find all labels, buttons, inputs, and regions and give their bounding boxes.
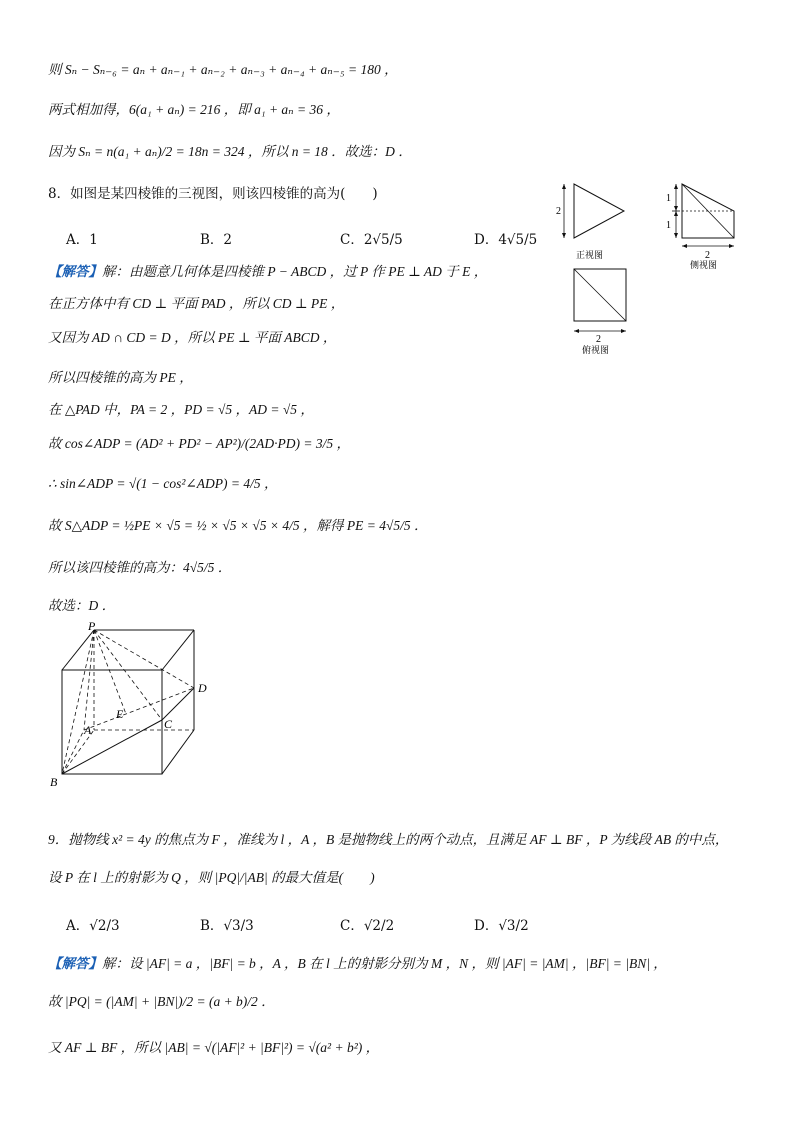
solution-8-line-2: 在正方体中有 CD ⊥ 平面 PAD ，所以 CD ⊥ PE ， — [48, 296, 345, 311]
front-view — [556, 184, 624, 238]
answer-tag: 【解答】 — [48, 264, 102, 279]
option-d: D．√3/2 — [474, 918, 529, 934]
label-a: A — [84, 723, 92, 737]
option-c: C．2√5/5 — [340, 232, 403, 248]
solution-8-line-8: 故 S△ADP = ½PE × √5 = ½ × √5 × √5 × 4/5 ，解得 PE = 4√5/5 ． — [48, 518, 428, 533]
side-dim-label-top: 1 — [666, 193, 671, 204]
side-view-label: 侧视图 — [690, 260, 718, 270]
solution-line-1: 则 Sₙ − Sₙ₋₆ = aₙ + aₙ₋₁ + aₙ₋₂ + aₙ₋₃ + aₙ₋₄ + aₙ₋₅ = 180 ， — [48, 62, 398, 77]
solution-8-line-7: ∴ sin∠ADP = √(1 − cos²∠ADP) = 4/5 ， — [48, 476, 278, 491]
label-b: B — [50, 775, 58, 789]
top-dim-label: 2 — [596, 334, 601, 345]
label-c: C — [164, 717, 173, 731]
front-view-label: 正视图 — [576, 250, 604, 260]
front-dim-label: 2 — [556, 206, 561, 217]
question-8: 8．如图是某四棱锥的三视图，则该四棱锥的高为( ) — [48, 186, 378, 202]
solution-8-line-5: 在 △PAD 中，PA = 2 ，PD = √5 ，AD = √5 ， — [48, 402, 314, 417]
cube-pyramid-figure — [44, 618, 224, 790]
solution-8-line-10: 故选：D ． — [48, 598, 116, 613]
side-view — [666, 184, 734, 261]
side-dim-label-width: 2 — [705, 250, 710, 261]
question-9-line-1: 9．抛物线 x² = 4y 的焦点为 F ，准线为 l ，A ，B 是抛物线上的两个动点，且满足 AF ⊥ BF ，P 为线段 AB 的中点， — [48, 832, 729, 847]
solution-8-line-4: 所以四棱锥的高为 PE ， — [48, 370, 193, 385]
top-view — [574, 269, 626, 345]
option-b: B．2 — [200, 232, 233, 248]
label-d: D — [198, 681, 207, 695]
solution-9-text-1: 解：设 |AF| = a ，|BF| = b ，A ，B 在 l 上的射影分别为 M ，N ，则 |AF| = |AM| ，|BF| = |BN| ， — [102, 956, 667, 971]
option-a: A．1 — [66, 232, 98, 248]
solution-8-line-3: 又因为 AD ∩ CD = D ，所以 PE ⊥ 平面 ABCD ， — [48, 330, 337, 345]
side-dim-label-bottom: 1 — [666, 220, 671, 231]
option-a: A．√2/3 — [66, 918, 120, 934]
question-9-line-2: 设 P 在 l 上的射影为 Q ，则 |PQ|/|AB| 的最大值是( ) — [48, 870, 375, 885]
solution-8-line-1 — [48, 262, 487, 282]
solution-line-3: 因为 Sₙ = n(a₁ + aₙ)/2 = 18n = 324 ，所以 n = 18 ．故选：D ． — [48, 144, 412, 159]
solution-8-line-9: 所以该四棱锥的高为：4√5/5 ． — [48, 560, 232, 575]
solution-9-line-1 — [48, 954, 667, 974]
option-c: C．√2/2 — [340, 918, 395, 934]
solution-8-line-6: 故 cos∠ADP = (AD² + PD² − AP²)/(2AD·PD) = 3/5 ， — [48, 436, 350, 451]
top-view-label: 俯视图 — [582, 345, 610, 355]
solution-9-line-2: 故 |PQ| = (|AM| + |BN|)/2 = (a + b)/2 ． — [48, 994, 275, 1009]
solution-line-2: 两式相加得，6(a₁ + aₙ) = 216 ，即 a₁ + aₙ = 36 ， — [48, 102, 340, 117]
three-views-figure — [552, 176, 762, 366]
solution-8-text-1: 解：由题意几何体是四棱锥 P − ABCD ，过 P 作 PE ⊥ AD 于 E ， — [102, 264, 488, 279]
option-d: D．4√5/5 — [474, 232, 538, 248]
answer-tag: 【解答】 — [48, 956, 102, 971]
solution-9-line-3: 又 AF ⊥ BF ，所以 |AB| = √(|AF|² + |BF|²) = √(a² + b²) ， — [48, 1040, 380, 1055]
label-p: P — [88, 619, 96, 633]
option-b: B．√3/3 — [200, 918, 254, 934]
label-e: E — [116, 707, 124, 721]
